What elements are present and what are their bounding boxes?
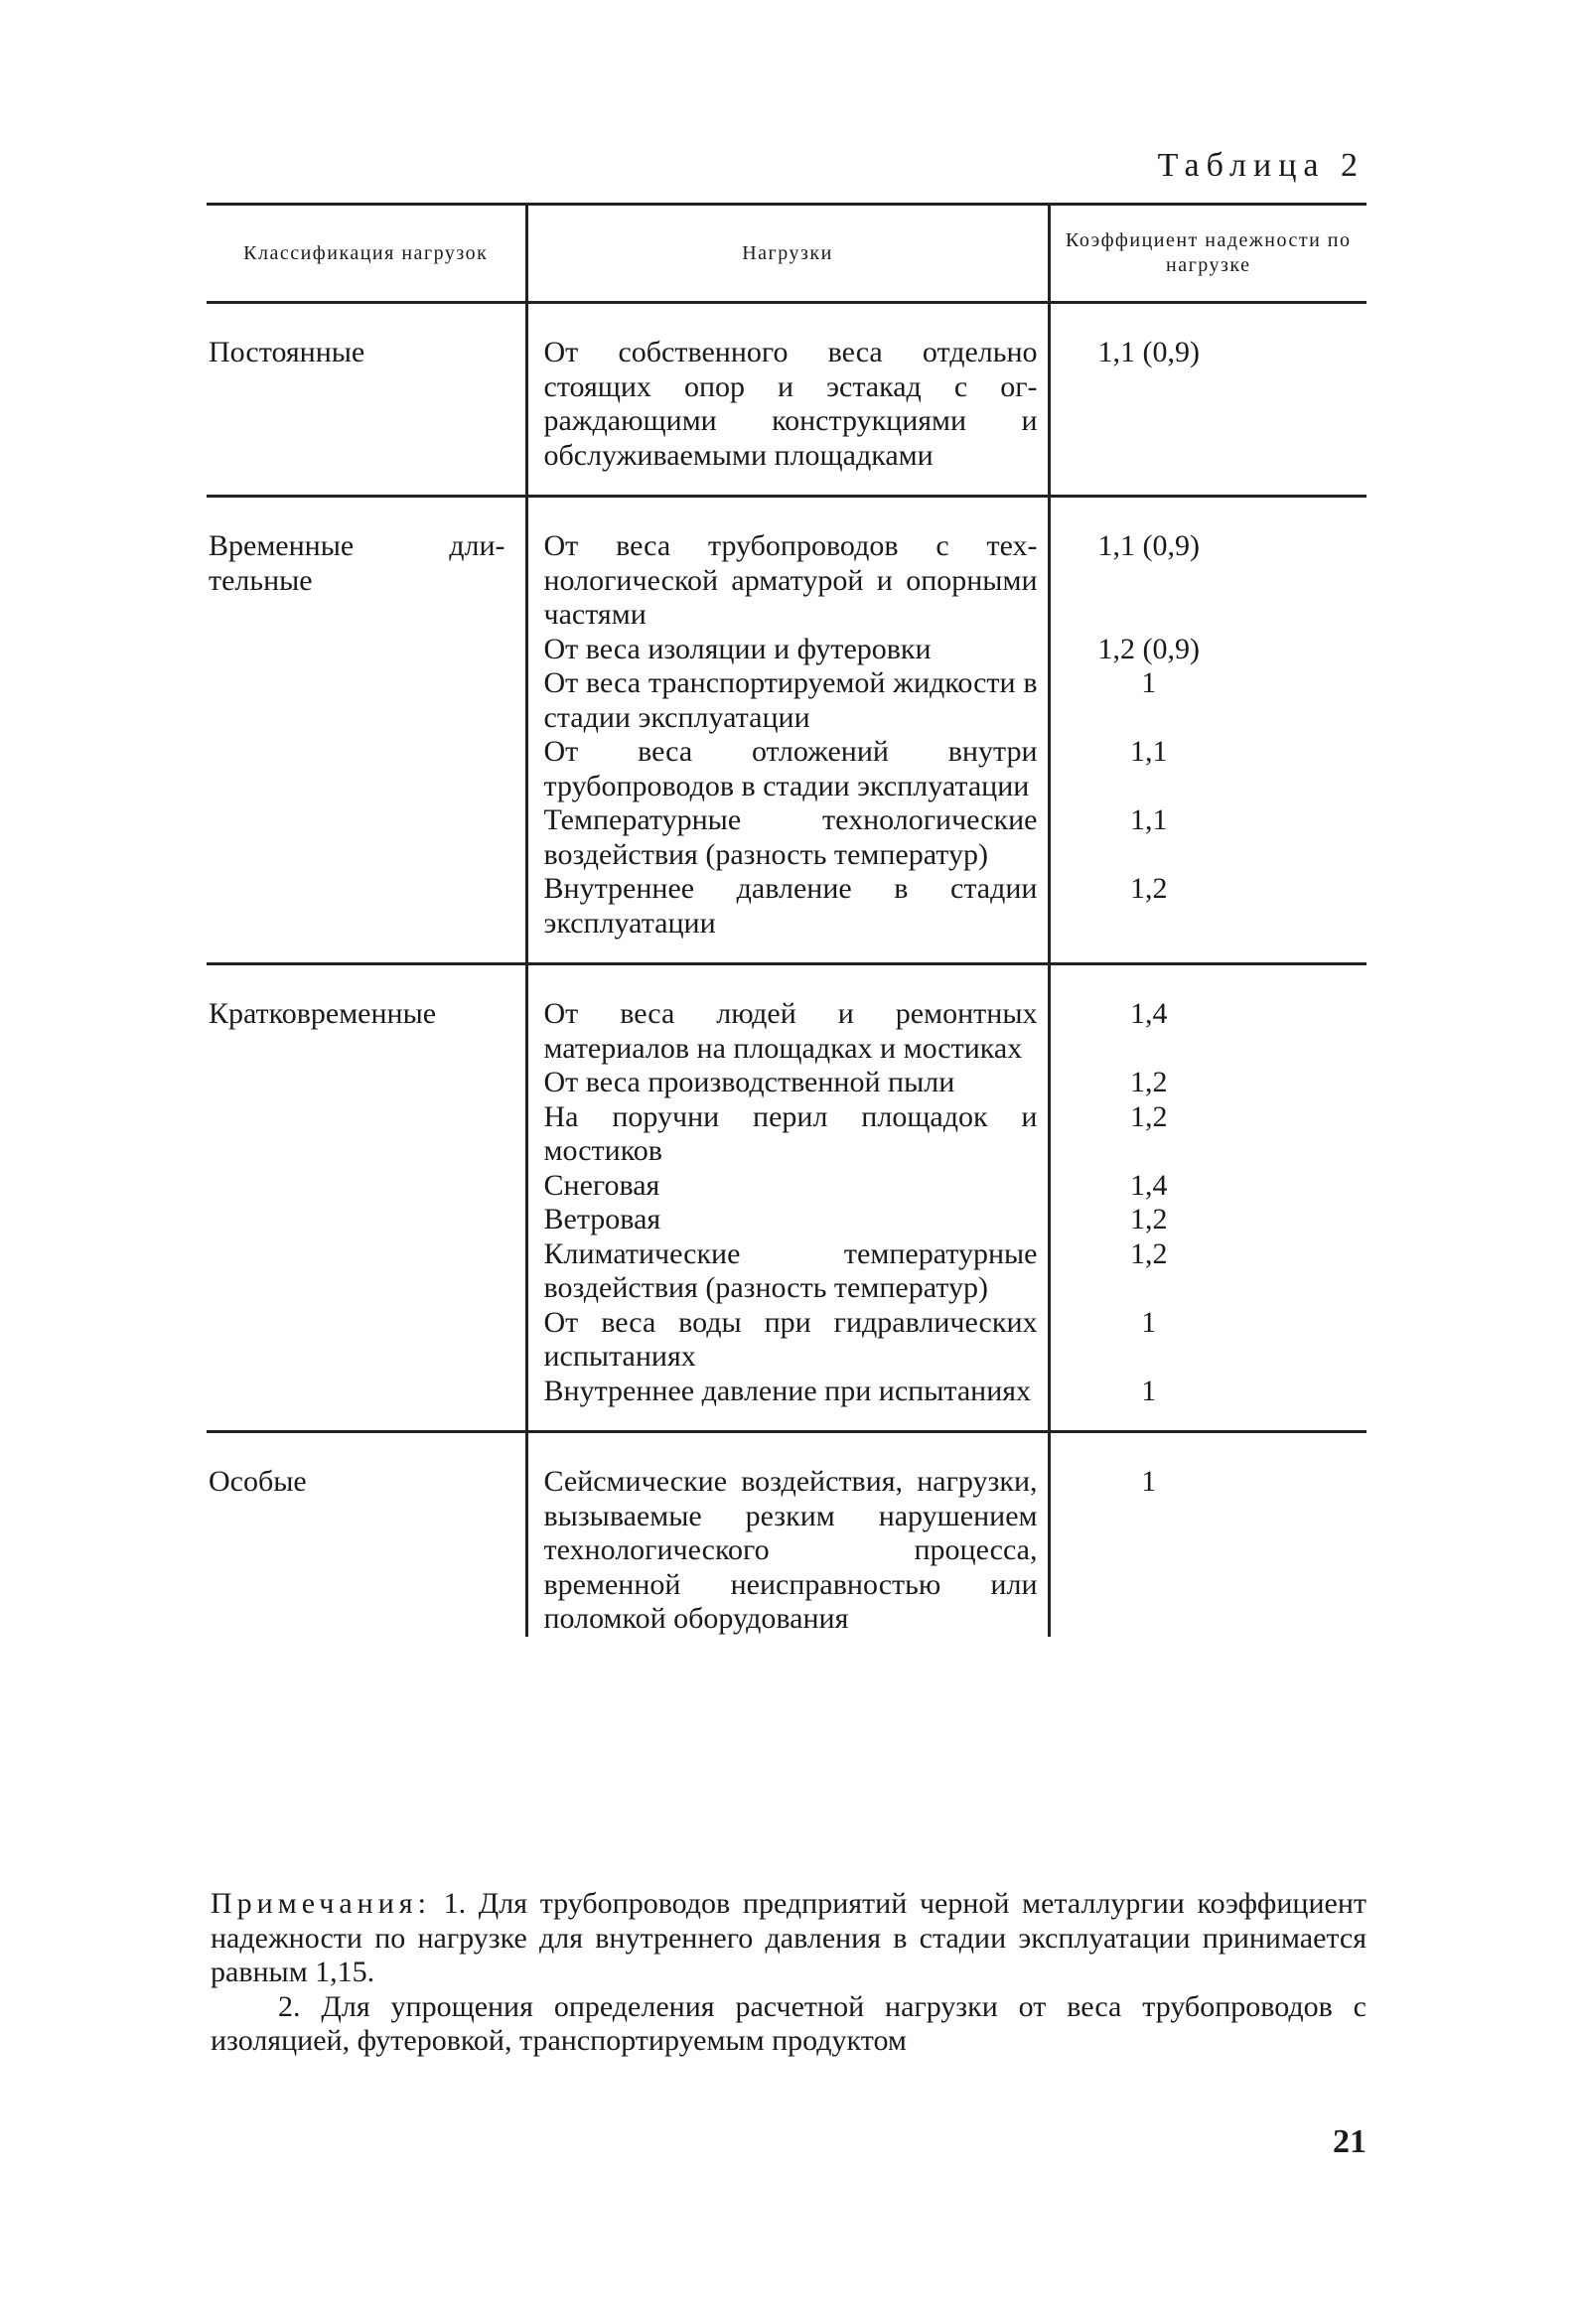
- coefficient-value: 1,4: [1130, 997, 1168, 1030]
- coefficient-cell: [1049, 964, 1367, 1432]
- load-item: От собственного веса отдельно стоящих опор и эстакад с ограждающими конструкциями и обслуживаемыми площадками: [543, 336, 1038, 472]
- coefficient-value: 1,1 (0,9): [1097, 336, 1200, 368]
- coefficient-cell: [1049, 1432, 1367, 1637]
- load-item: Внутреннее давление при испытаниях: [543, 1374, 1032, 1407]
- loads-cell: [526, 1432, 1049, 1637]
- load-item: Сейсмические воздействия, нагрузки, вызываемые резким нарушением технологического процесса, временной неисправностью или поломкой оборудования: [543, 1465, 1038, 1635]
- table-row: [207, 964, 1367, 1432]
- table-row: [207, 303, 1367, 497]
- page-number: 21: [1333, 2123, 1367, 2160]
- note-1: [211, 1887, 1367, 1990]
- table-row: [207, 1432, 1367, 1637]
- loads-cell: [526, 964, 1049, 1432]
- header-classification: Классификация нагрузок: [207, 205, 526, 303]
- load-coefficients-table: [207, 203, 1367, 1637]
- table-title: Таблица 2: [1157, 147, 1365, 184]
- coefficient-value: 1: [1141, 666, 1157, 699]
- coefficient-value: 1,2: [1130, 1066, 1168, 1098]
- coefficient-value: 1: [1141, 1305, 1157, 1339]
- category-cell: Постоянные: [207, 303, 526, 497]
- loads-cell: [526, 303, 1049, 497]
- coefficient-value: 1,4: [1130, 1168, 1168, 1202]
- load-item: Снеговая: [543, 1168, 660, 1202]
- coefficient-value: 1,2: [1130, 1099, 1168, 1133]
- load-item: От веса изоляции и футеровки: [543, 632, 932, 665]
- category-cell: Особые: [209, 1465, 307, 1498]
- load-item: Температурные технологические воздействия (разность температур): [543, 803, 1038, 871]
- load-item: От веса воды при гидравлических испытаниях: [543, 1305, 1038, 1373]
- note-2: 2. Для упрощения определения расчетной нагрузки от веса трубопроводов с изоляцией, футеровкой, транспортируемым продуктом: [211, 1989, 1367, 2057]
- load-item: От веса транспортируемой жидкости в стадии эксплуатации: [543, 666, 1038, 734]
- coefficient-value: 1,1: [1130, 803, 1168, 836]
- coefficient-value: 1,2 (0,9): [1097, 632, 1200, 665]
- header-loads: Нагрузки: [526, 205, 1049, 303]
- coefficient-value: 1,2: [1130, 1236, 1168, 1270]
- coefficient-cell: [1049, 303, 1367, 497]
- coefficient-value: 1,2: [1130, 872, 1168, 905]
- coefficient-value: 1,1: [1130, 735, 1168, 768]
- notes: [211, 1887, 1367, 2059]
- table-header-row: [207, 205, 1367, 303]
- load-item: Климатические температурные воздействия (разность температур): [543, 1236, 1038, 1304]
- load-item: Ветровая: [543, 1203, 661, 1235]
- coefficient-value: 1,2: [1130, 1203, 1168, 1235]
- load-item: На поручни перил площадок и мостиков: [543, 1099, 1038, 1167]
- load-item: От веса отложений внутри трубопроводов в стадии эксплуатации: [543, 735, 1038, 802]
- load-item: От веса трубопроводов с технологической арматурой и опорными частями: [543, 529, 1038, 631]
- coefficient-cell: [1049, 497, 1367, 964]
- header-coefficient: Коэффициент надежности по нагрузке: [1049, 205, 1367, 303]
- load-item: От веса людей и ремонтных материалов на площадках и мостиках: [543, 997, 1038, 1065]
- category-cell: Временные длительные: [207, 497, 526, 964]
- coefficient-value: 1: [1141, 1465, 1157, 1498]
- category-cell: Кратковременные: [207, 964, 526, 1432]
- coefficient-value: 1,1 (0,9): [1097, 529, 1200, 562]
- note-1-text: 1. Для трубопроводов предприятий черной металлургии коэффициент надежности по нагрузке для внутреннего давления в стадии эксплуатации принимается равным 1,15.: [211, 1887, 1367, 1988]
- loads-cell: [526, 497, 1049, 964]
- load-item: От веса производственной пыли: [543, 1066, 955, 1098]
- coefficient-value: 1: [1141, 1374, 1157, 1407]
- notes-label: Примечания:: [211, 1887, 431, 1920]
- table-body: [207, 303, 1367, 1637]
- table-row: [207, 497, 1367, 964]
- load-item: Внутреннее давление в стадии эксплуатации: [543, 872, 1038, 940]
